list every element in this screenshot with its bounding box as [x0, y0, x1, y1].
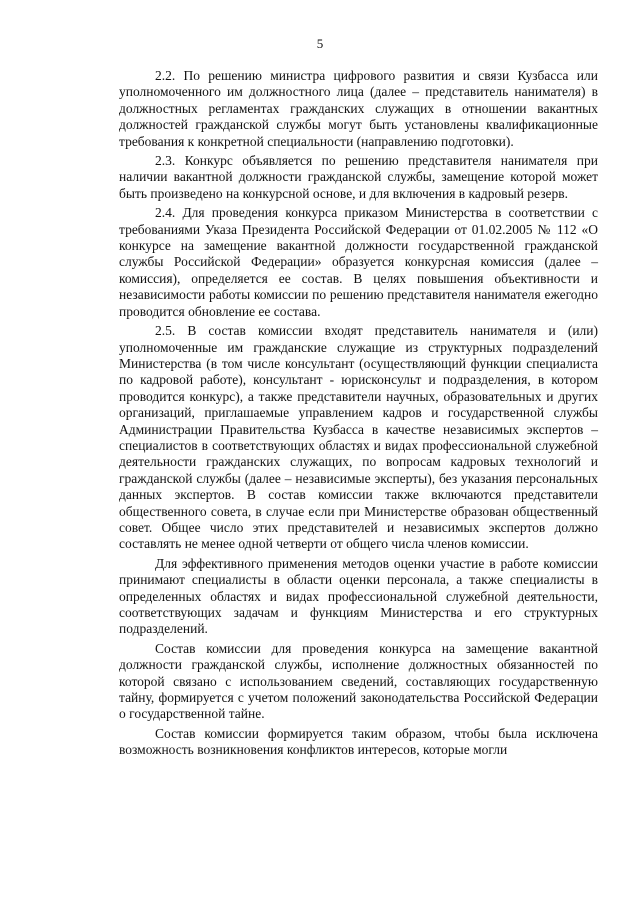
paragraph-2-5: 2.5. В состав комиссии входят представитель нанимателя и (или) уполномоченные им гражданские служащие из структурных подразделений Министерства (в том числе консультант (осуществляющий функции специалиста по кадровой работе), консультант - юрисконсульт и подразделения, в котором проводится конкурс), а также представители научных, образовательных и других организаций, приглашаемые управлением кадров и государственной службы Администрации Правительства Кузбасса в качестве независимых экспертов – специалистов в соответствующих областях и видах профессиональной служебной деятельности гражданских служащих, по вопросам кадровых технологий и гражданской службы (далее – независимые эксперты), без указания персональных данных экспертов. В состав комиссии также включаются представители общественного совета, в случае если при Министерстве образован общественный совет. Общее число этих представителей и независимых экспертов должно составлять не менее одной четверти от общего числа членов комиссии.: [119, 323, 598, 552]
paragraph-evaluation-specialists: Для эффективного применения методов оценки участие в работе комиссии принимают специалисты в области оценки персонала, а также специалисты в определенных областях и видах профессиональной служебной деятельности, соответствующих задачам и функциям Министерства и его структурных подразделений.: [119, 555, 598, 637]
paragraph-state-secret: Состав комиссии для проведения конкурса на замещение вакантной должности гражданской службы, исполнение должностных обязанностей по которой связано с использованием сведений, составляющих государственную тайну, формируется с учетом положений законодательства Российской Федерации о государственной тайне.: [119, 640, 598, 722]
paragraph-2-4: 2.4. Для проведения конкурса приказом Министерства в соответствии с требованиями Указа Президента Российской Федерации от 01.02.2005 № 112 «О конкурсе на замещение вакантной должности государственной гражданской службы Российской Федерации» образуется конкурсная комиссия (далее – комиссия), определяется ее состав. В целях повышения объективности и независимости работы комиссии по решению представителя нанимателя ежегодно проводится обновление ее состава.: [119, 205, 598, 319]
page-number: 5: [316, 36, 324, 51]
paragraph-2-2: 2.2. По решению министра цифрового развития и связи Кузбасса или уполномоченного им должностного лица (далее – представитель нанимателя) в должностных регламентах гражданских служащих в отношении вакантных должностей гражданской службы могут быть установлены квалификационные требования к конкретной специальности (направлению подготовки).: [119, 68, 598, 149]
paragraph-2-3: 2.3. Конкурс объявляется по решению представителя нанимателя при наличии вакантной должности гражданской службы, замещение которой может быть произведено на конкурсной основе, и для включения в кадровый резерв.: [119, 153, 598, 201]
document-body: [119, 68, 598, 762]
paragraph-conflict-of-interest: Состав комиссии формируется таким образом, чтобы была исключена возможность возникновения конфликтов интересов, которые могли: [119, 725, 598, 758]
